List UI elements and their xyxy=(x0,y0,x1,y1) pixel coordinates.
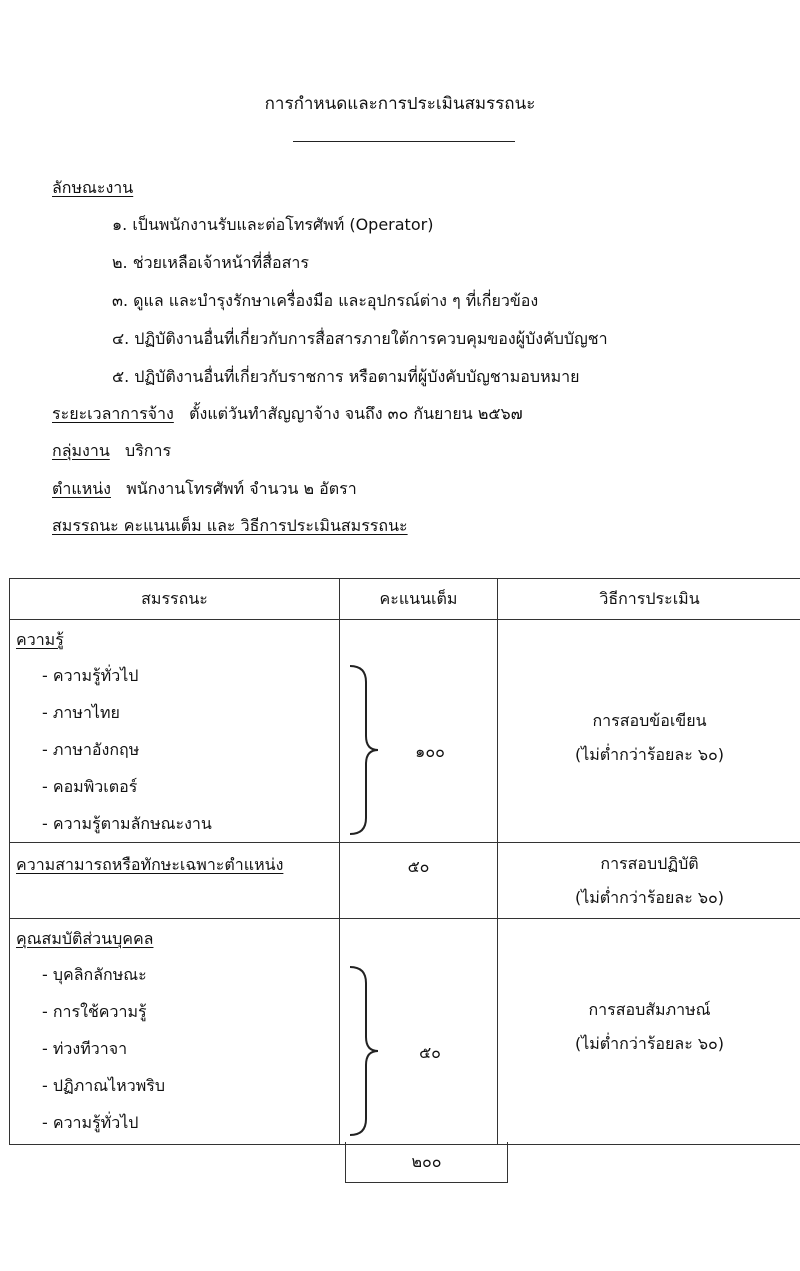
table-heading: สมรรถนะ คะแนนเต็ม และ วิธีการประเมินสมรรถนะ xyxy=(52,516,408,535)
header-method: วิธีการประเมิน xyxy=(498,579,800,620)
personal-cell xyxy=(10,919,340,1145)
employment-period-value: ตั้งแต่วันทำสัญญาจ้าง จนถึง ๓๐ กันยายน ๒๕๖๗ xyxy=(189,404,523,423)
work-group xyxy=(52,439,171,464)
table-row-skill xyxy=(10,843,800,919)
total-score: ๒๐๐ xyxy=(345,1142,508,1183)
knowledge-score: ๑๐๐ xyxy=(415,742,445,761)
list-item: - ภาษาไทย xyxy=(42,703,120,722)
title-divider xyxy=(293,141,515,142)
job-item: ๕. ปฏิบัติงานอื่นที่เกี่ยวกับราชการ หรือตามที่ผู้บังคับบัญชามอบหมาย xyxy=(112,367,580,386)
knowledge-method-cell xyxy=(498,620,800,843)
skill-cell xyxy=(10,843,340,919)
header-full-score: คะแนนเต็ม xyxy=(340,579,498,620)
brace-icon xyxy=(342,662,402,838)
skill-method-cell xyxy=(498,843,800,919)
skill-method: การสอบปฏิบัติ xyxy=(600,854,699,873)
list-item: - บุคลิกลักษณะ xyxy=(42,965,147,984)
page-title: การกำหนดและการประเมินสมรรถนะ xyxy=(264,94,536,114)
work-group-value: บริการ xyxy=(125,441,172,460)
table-row-personal xyxy=(10,919,800,1145)
list-item: - ความรู้ทั่วไป xyxy=(42,1113,139,1132)
list-item: - ความรู้ทั่วไป xyxy=(42,666,139,685)
skill-heading: ความสามารถหรือทักษะเฉพาะตำแหน่ง xyxy=(16,855,284,874)
personal-method: การสอบสัมภาษณ์ xyxy=(588,1000,711,1019)
job-item: ๒. ช่วยเหลือเจ้าหน้าที่สื่อสาร xyxy=(112,253,309,272)
list-item: - คอมพิวเตอร์ xyxy=(42,777,138,796)
employment-period xyxy=(52,402,523,427)
personal-method-cell xyxy=(498,919,800,1145)
knowledge-score-cell xyxy=(340,620,498,843)
brace-icon xyxy=(342,963,402,1139)
skill-criteria: (ไม่ต่ำกว่าร้อยละ ๖๐) xyxy=(574,888,725,907)
work-group-label: กลุ่มงาน xyxy=(52,441,110,460)
job-item: ๑. เป็นพนักงานรับและต่อโทรศัพท์ (Operator) xyxy=(112,215,434,234)
position-label: ตำแหน่ง xyxy=(52,479,111,498)
employment-period-label: ระยะเวลาการจ้าง xyxy=(52,404,174,423)
competency-table xyxy=(9,578,800,1145)
job-characteristics-heading: ลักษณะงาน xyxy=(52,178,134,197)
job-item: ๓. ดูแล และบำรุงรักษาเครื่องมือ และอุปกรณ์ต่าง ๆ ที่เกี่ยวข้อง xyxy=(112,291,539,310)
list-item: - ภาษาอังกฤษ xyxy=(42,740,140,759)
table-row-knowledge xyxy=(10,620,800,843)
list-item: - ความรู้ตามลักษณะงาน xyxy=(42,814,212,833)
knowledge-cell xyxy=(10,620,340,843)
personal-score: ๕๐ xyxy=(419,1043,441,1062)
job-item: ๔. ปฏิบัติงานอื่นที่เกี่ยวกับการสื่อสารภายใต้การควบคุมของผู้บังคับบัญชา xyxy=(112,329,608,348)
skill-score-cell xyxy=(340,843,498,919)
personal-heading: คุณสมบัติส่วนบุคคล xyxy=(16,929,154,948)
knowledge-method: การสอบข้อเขียน xyxy=(592,711,707,730)
knowledge-heading: ความรู้ xyxy=(16,630,64,649)
position-value: พนักงานโทรศัพท์ จำนวน ๒ อัตรา xyxy=(126,479,357,498)
skill-score: ๕๐ xyxy=(407,857,430,876)
personal-criteria: (ไม่ต่ำกว่าร้อยละ ๖๐) xyxy=(574,1034,725,1053)
personal-score-cell xyxy=(340,919,498,1145)
list-item: - การใช้ความรู้ xyxy=(42,1002,147,1021)
position xyxy=(52,477,357,502)
table-header-row xyxy=(10,579,800,620)
knowledge-criteria: (ไม่ต่ำกว่าร้อยละ ๖๐) xyxy=(574,745,725,764)
header-competency: สมรรถนะ xyxy=(10,579,340,620)
list-item: - ท่วงทีวาจา xyxy=(42,1039,128,1058)
list-item: - ปฏิภาณไหวพริบ xyxy=(42,1076,166,1095)
